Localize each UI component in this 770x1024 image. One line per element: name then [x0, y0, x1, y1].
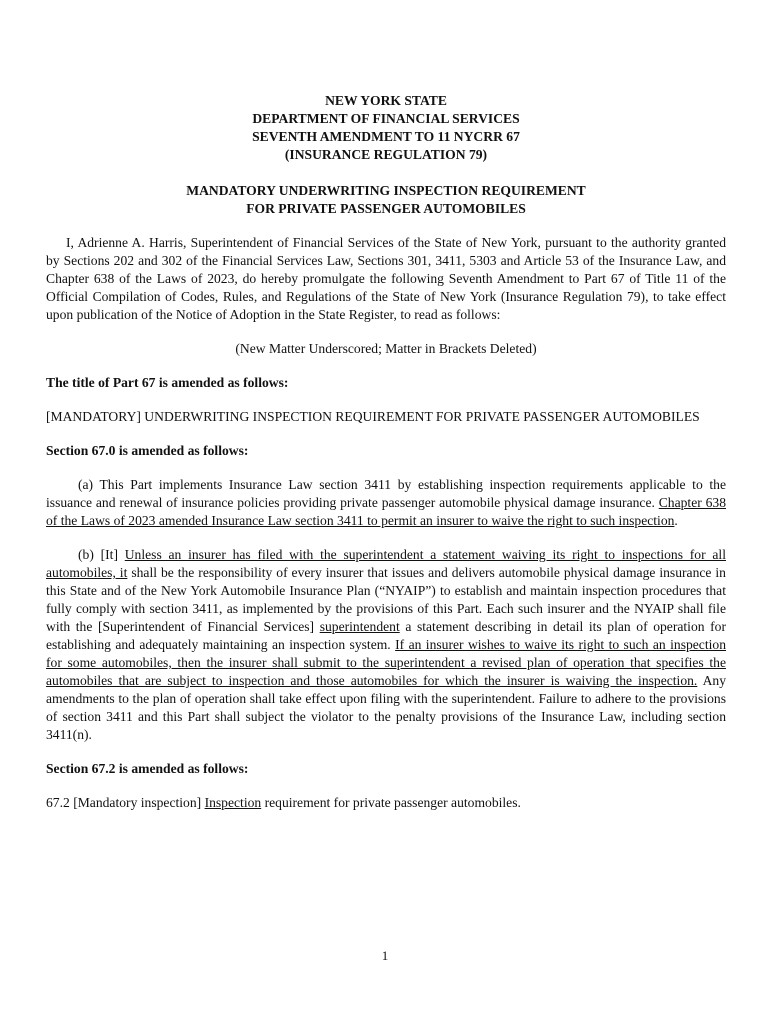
preamble-paragraph: I, Adrienne A. Harris, Superintendent of Financial Services of the State of New York, pursuant to the authority granted by Sections 202 and 302 of the Financial Services Law, Sections 301, 3411, 5303 and Article 53 of the Insurance Law, and Chapter 638 of the Laws of 2023, do hereby promulgate the following Seventh Amendment to Part 67 of Title 11 of the Official Compilation of Codes, Rules, and Regulations of the State of New York (Insurance Regulation 79), to take effect upon publication of the Notice of Adoption in the State Register, to read as follows: [46, 235, 726, 322]
section-67-2-start: 67.2 [Mandatory inspection] [46, 795, 205, 810]
para-b-new-matter-3: If an insurer wishes to waive its right to such an inspection for some automobiles, then the insurer shall submit to the superintendent a revised plan of operation that specifies the automobiles that are subject to inspection and those automobiles for which the insurer is waiving the inspection. [46, 637, 726, 688]
header-amendment: SEVENTH AMENDMENT TO 11 NYCRR 67 [252, 129, 520, 144]
section-67-2-line [46, 794, 726, 812]
para-b-text-2: a statement describing in detail its plan of operation for establishing and adequately maintaining an inspection system. [46, 619, 726, 652]
legend-note: (New Matter Underscored; Matter in Brackets Deleted) [235, 341, 537, 356]
para-b-new-matter-1: Unless an insurer has filed with the superintendent a statement waiving its right to inspections for all automobiles, it [46, 547, 726, 580]
para-a-end: . [674, 513, 678, 528]
document-header [46, 92, 726, 164]
document-title [46, 182, 726, 218]
para-b-new-matter-2: superintendent [319, 619, 400, 634]
section-67-0-para-b [46, 546, 726, 744]
section-67-0-heading: Section 67.0 is amended as follows: [46, 443, 249, 458]
document-page [46, 92, 726, 828]
section-67-2-end: requirement for private passenger automobiles. [261, 795, 521, 810]
section-67-2-new-matter: Inspection [204, 795, 262, 810]
new-title-paragraph: [MANDATORY] UNDERWRITING INSPECTION REQUIREMENT FOR PRIVATE PASSENGER AUTOMOBILES [46, 409, 700, 424]
para-b-end: Any amendments to the plan of operation shall take effect upon filing with the superintendent. Failure to adhere to the provisions of section 3411 and this Part shall subject the violator to the penalty provisions of the Insurance Law, including section 3411(n). [46, 673, 726, 742]
para-a-text: (a) This Part implements Insurance Law section 3411 by establishing inspection requirements applicable to the issuance and renewal of insurance policies providing private passenger automobile physical damage insurance. [46, 477, 726, 510]
title-line-2: FOR PRIVATE PASSENGER AUTOMOBILES [246, 201, 526, 216]
header-department: DEPARTMENT OF FINANCIAL SERVICES [252, 111, 520, 126]
para-b-text-1: shall be the responsibility of every insurer that issues and delivers automobile physical damage insurance in this State and of the New York Automobile Insurance Plan (“NYAIP”) to establish and maintain inspection procedures that fully comply with section 3411, as implemented by the provisions of this Part. Each such insurer and the NYAIP shall file with the [Superintendent of Financial Services] [46, 565, 726, 634]
title-line-1: MANDATORY UNDERWRITING INSPECTION REQUIREMENT [186, 183, 586, 198]
page-number: 1 [381, 948, 389, 963]
title-amend-heading: The title of Part 67 is amended as follows: [46, 375, 289, 390]
header-state: NEW YORK STATE [325, 93, 447, 108]
section-67-2-heading: Section 67.2 is amended as follows: [46, 761, 249, 776]
section-67-0-para-a [46, 476, 726, 530]
para-a-new-matter: Chapter 638 of the Laws of 2023 amended Insurance Law section 3411 to permit an insurer to waive the right to such inspection [46, 495, 726, 528]
header-regulation: (INSURANCE REGULATION 79) [284, 147, 488, 162]
para-b-start: (b) [It] [78, 547, 125, 562]
